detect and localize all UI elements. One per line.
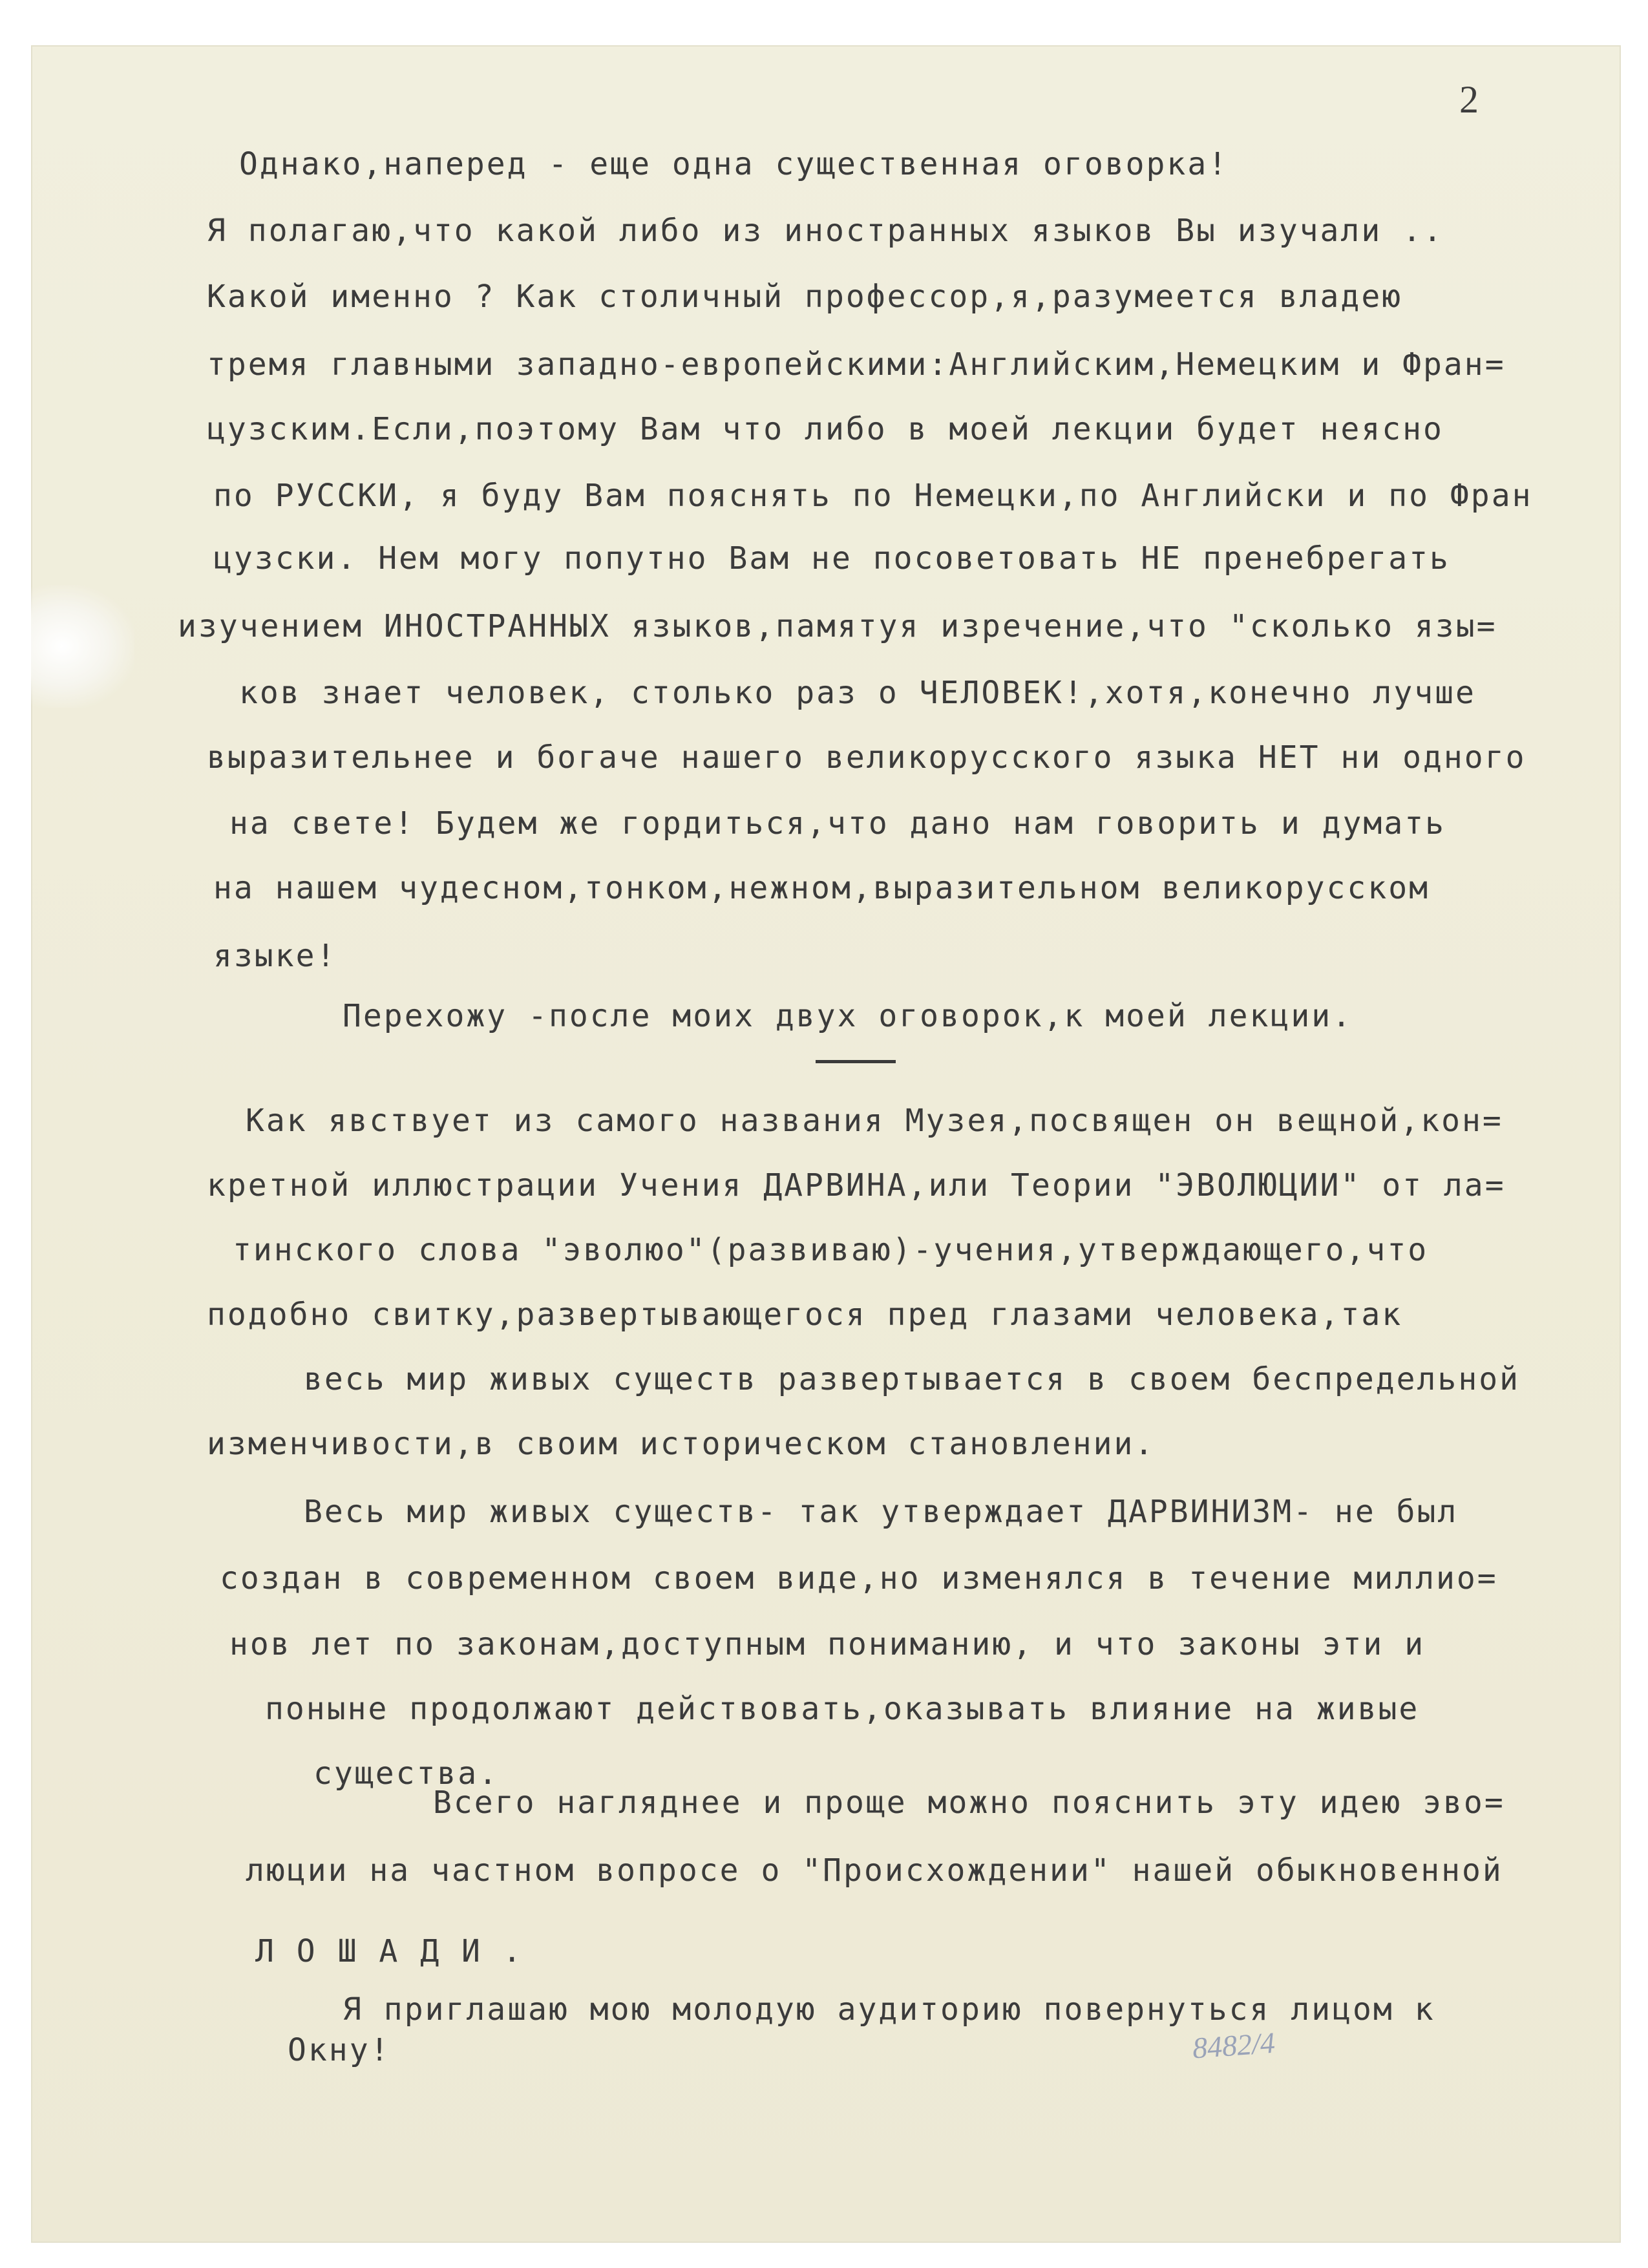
text-line: Как явствует из самого названия Музея,посвящен он вещной,кон= — [246, 1103, 1503, 1139]
pencil-annotation: 8482/4 — [1191, 2026, 1276, 2065]
text-line: изучением ИНОСТРАННЫХ языков,памятуя изречение,что "сколько язы= — [178, 608, 1497, 644]
text-line: цузски. Нем могу попутно Вам не посоветовать НЕ пренебрегать — [213, 540, 1450, 577]
text-line: тремя главными западно-европейскими:Английским,Немецким и Фран= — [207, 346, 1506, 383]
page-number: 2 — [1459, 78, 1479, 121]
text-line: люции на частном вопросе о "Происхождении" нашей обыкновенной — [246, 1852, 1503, 1889]
text-line: весь мир живых существ развертывается в своем беспредельной — [304, 1361, 1521, 1397]
text-line: ков знает человек, столько раз о ЧЕЛОВЕК!,хотя,конечно лучше — [239, 675, 1476, 711]
text-line: Всего нагляднее и проще можно пояснить эту идею эво= — [433, 1785, 1505, 1821]
text-line: Я приглашаю мою молодую аудиторию повернуться лицом к — [343, 1991, 1435, 2028]
section-heading: Перехожу -после моих двух оговорок,к моей лекции. — [343, 998, 1353, 1034]
text-line: выразительнее и богаче нашего великорусского языка НЕТ ни одного — [207, 739, 1527, 776]
text-line: на свете! Будем же гордиться,что дано нам говорить и думать — [229, 805, 1446, 842]
text-line: изменчивости,в своим историческом становлении. — [207, 1426, 1156, 1462]
text-line: тинского слова "эволюо"(развиваю)-учения,утверждающего,что — [233, 1232, 1429, 1268]
text-line: Окну! — [288, 2032, 391, 2068]
highlighted-word: Л О Ш А Д И . — [255, 1933, 523, 1969]
section-divider — [816, 1060, 896, 1063]
text-line: Я полагаю,что какой либо из иностранных языков Вы изучали .. — [207, 213, 1444, 249]
paper-stain — [31, 585, 134, 708]
text-line: на нашем чудесном,тонком,нежном,выразительном великорусском — [213, 870, 1430, 906]
text-line: по РУССКИ, я буду Вам пояснять по Немецки,по Английски и по Фран — [213, 478, 1533, 514]
text-line: существа. — [313, 1755, 500, 1792]
text-line: нов лет по законам,доступным пониманию, и что законы эти и — [229, 1626, 1426, 1662]
text-line: создан в современном своем виде,но изменялся в течение миллио= — [220, 1560, 1498, 1596]
text-line: цузским.Если,поэтому Вам что либо в моей лекции будет неясно — [207, 411, 1444, 447]
text-line: Весь мир живых существ- так утверждает ДАРВИНИЗМ- не был — [304, 1494, 1459, 1530]
text-line: Однако,наперед - еще одна существенная оговорка! — [239, 146, 1229, 182]
text-line: кретной иллюстрации Учения ДАРВИНА,или Теории "ЭВОЛЮЦИИ" от ла= — [207, 1167, 1506, 1203]
text-line: подобно свитку,развертывающегося пред глазами человека,так — [207, 1297, 1403, 1333]
text-line: Какой именно ? Как столичный профессор,я,разумеется владею — [207, 279, 1403, 315]
text-line: поныне продолжают действовать,оказывать влияние на живые — [265, 1691, 1420, 1727]
text-line: языке! — [213, 938, 337, 974]
